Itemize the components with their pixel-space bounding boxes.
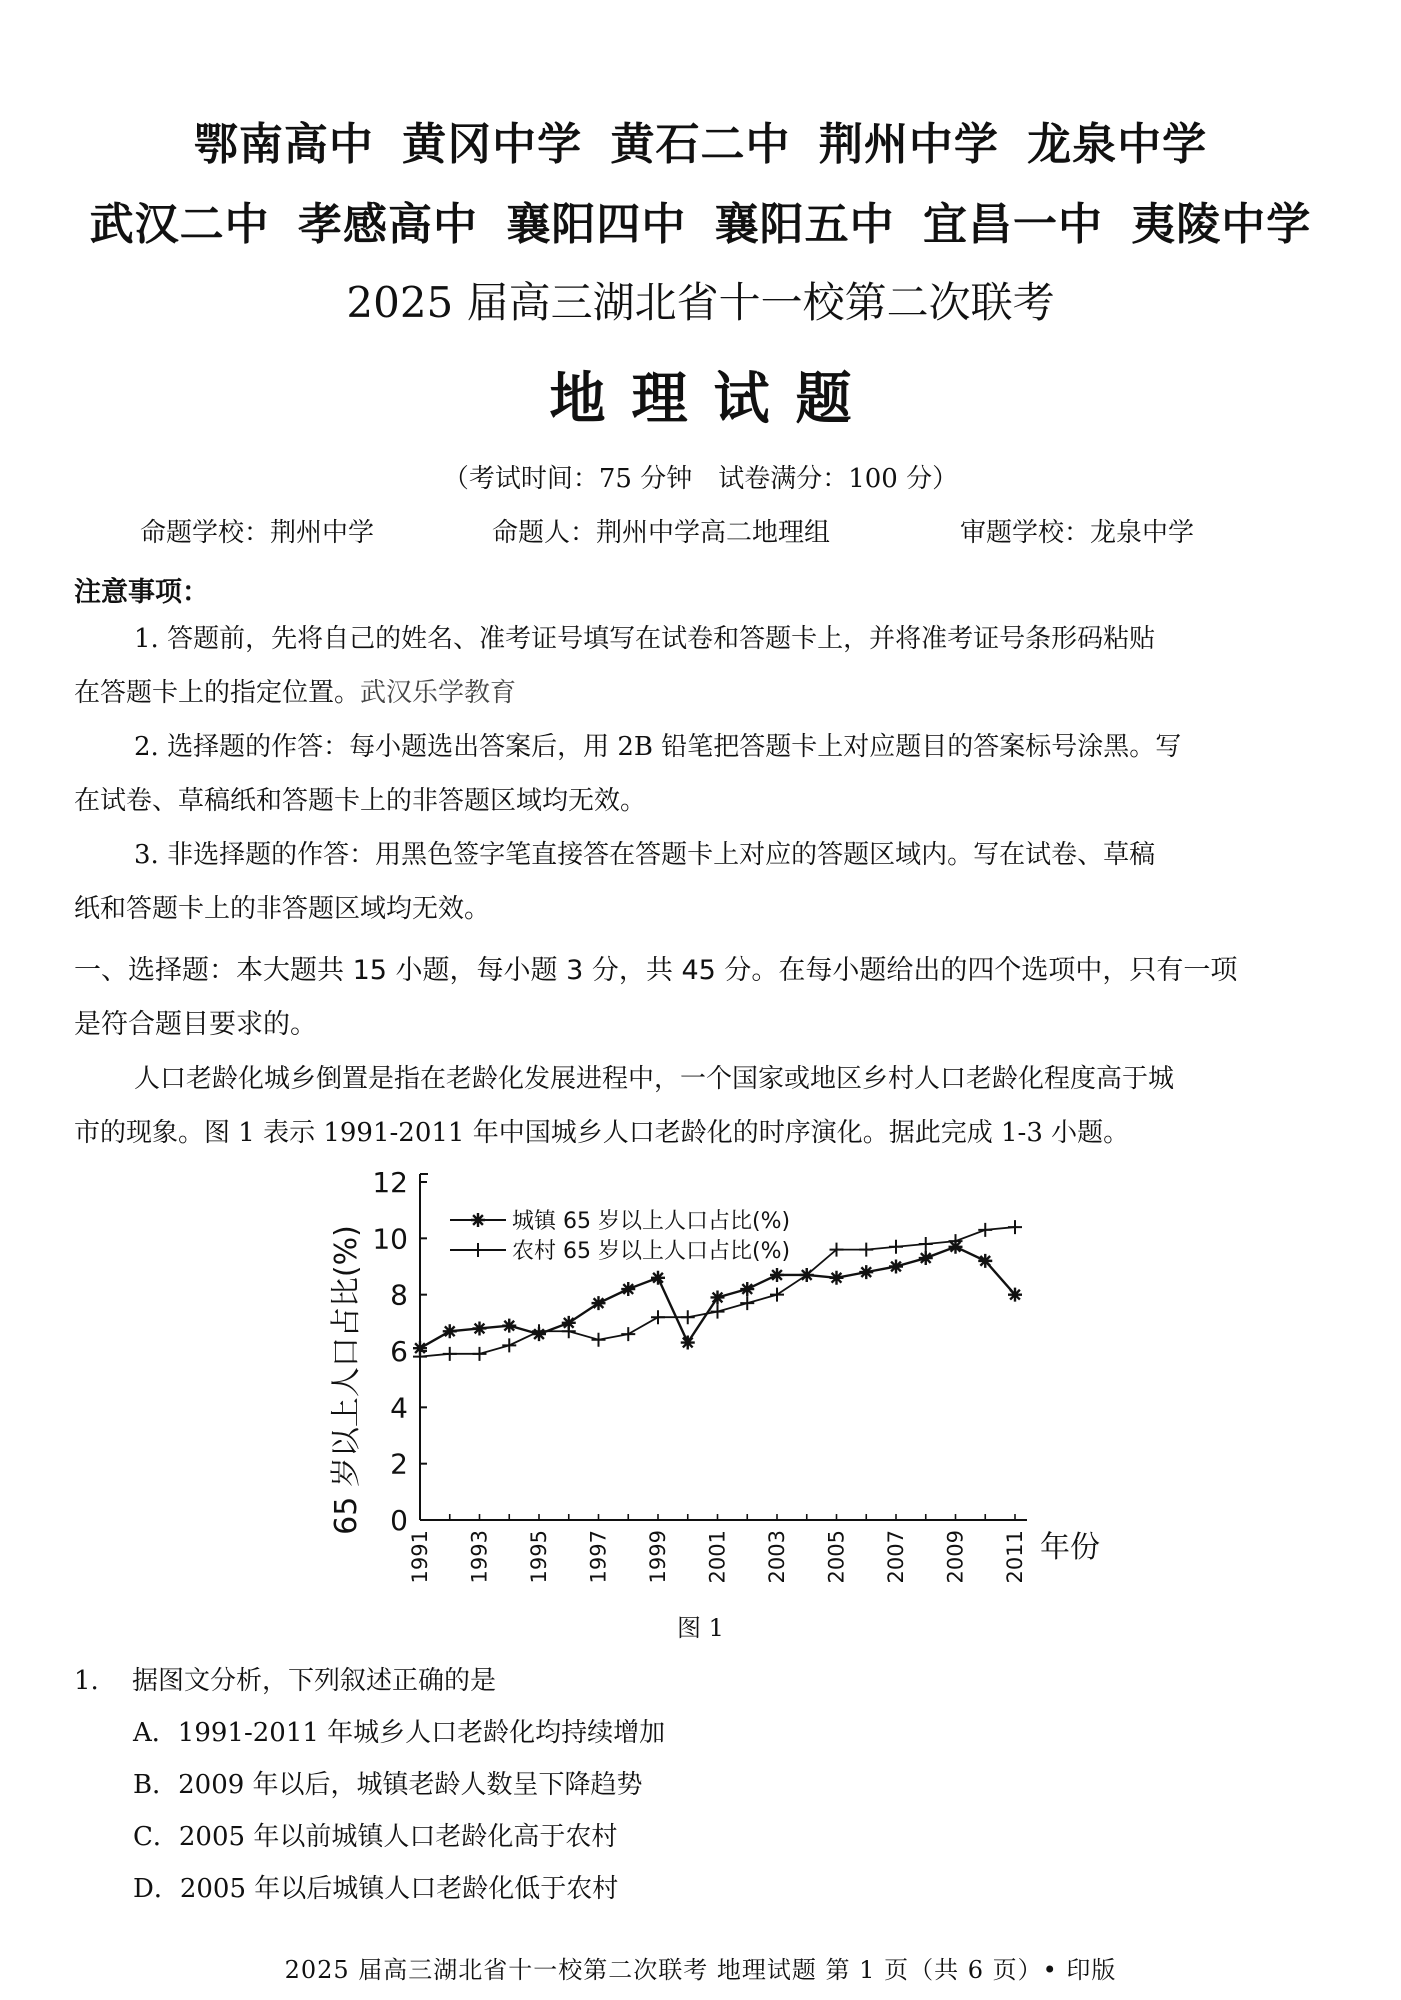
- school-name: 孝感高中: [298, 199, 478, 250]
- figure-caption: 图 1: [677, 1614, 724, 1642]
- data-point-asterisk: [711, 1290, 725, 1304]
- y-tick-label: 8: [390, 1278, 408, 1312]
- data-point-plus: [1008, 1220, 1022, 1234]
- school-name: 武汉二中: [89, 199, 270, 250]
- notice-text: 在答题卡上的指定位置。: [74, 678, 361, 708]
- schools-line-1: [0, 108, 1401, 172]
- notice-item-1: [74, 612, 1324, 720]
- y-tick-label: 4: [390, 1391, 408, 1425]
- x-tick-label: 2011: [1003, 1530, 1027, 1584]
- exam-title: 2025 届高三湖北省十一校第二次联考: [346, 278, 1055, 327]
- y-tick-label: 12: [372, 1166, 408, 1199]
- notice-item-2: [74, 720, 1324, 828]
- school-name: 黄石二中: [610, 119, 791, 170]
- notice-text: 纸和答题卡上的非答题区域均无效。: [74, 894, 491, 924]
- notice-text: 在试卷、草稿纸和答题卡上的非答题区域均无效。: [74, 786, 647, 816]
- watermark-text: 武汉乐学教育: [360, 678, 517, 708]
- notice-title: 注意事项：: [74, 577, 209, 608]
- subject-title: 地理试题: [549, 367, 878, 432]
- notice-item-3: [74, 828, 1324, 936]
- y-axis-label: 65 岁以上人口占比(%): [329, 1225, 364, 1535]
- data-point-asterisk: [621, 1282, 635, 1296]
- data-point-asterisk: [770, 1268, 784, 1282]
- school-name: 襄阳四中: [506, 199, 687, 250]
- proposer-school: 命题学校：荆州中学: [140, 518, 375, 548]
- data-point-asterisk: [473, 1321, 487, 1335]
- option-a[interactable]: A．1991-2011 年城乡人口老龄化均持续增加: [133, 1718, 666, 1748]
- x-tick-label: 1995: [527, 1530, 551, 1584]
- schools-line-2: [0, 188, 1401, 252]
- school-name: 鄂南高中: [193, 119, 374, 170]
- section-1-title: [74, 944, 1324, 1052]
- data-point-asterisk: [740, 1282, 754, 1296]
- question-stem: 据图文分析，下列叙述正确的是: [132, 1666, 497, 1696]
- legend-label: 城镇 65 岁以上人口占比(%): [512, 1209, 791, 1234]
- school-name: 黄冈中学: [402, 119, 583, 170]
- x-tick-label: 1999: [646, 1530, 670, 1584]
- y-tick-label: 6: [390, 1335, 408, 1368]
- data-point-plus: [502, 1338, 516, 1352]
- data-point-plus: [889, 1240, 903, 1254]
- school-name: 龙泉中学: [1027, 119, 1208, 170]
- x-tick-label: 1993: [467, 1530, 492, 1584]
- data-point-plus: [978, 1223, 992, 1237]
- legend-label: 农村 65 岁以上人口占比(%): [512, 1239, 791, 1264]
- data-point-plus: [740, 1296, 754, 1310]
- page-footer: 2025 届高三湖北省十一校第二次联考 地理试题 第 1 页（共 6 页）• 印版: [284, 1956, 1117, 1984]
- section-title-line: 是符合题目要求的。: [74, 1009, 317, 1040]
- option-c[interactable]: C．2005 年以前城镇人口老龄化高于农村: [133, 1822, 618, 1852]
- section-title-line: 一、选择题：本大题共 15 小题，每小题 3 分，共 45 分。在每小题给出的四个选项中，只有一项: [74, 955, 1238, 986]
- x-axis-label: 年份: [1040, 1530, 1100, 1565]
- y-tick-label: 10: [372, 1222, 408, 1256]
- data-point-plus: [471, 1243, 485, 1257]
- notice-text: 1. 答题前，先将自己的姓名、准考证号填写在试卷和答题卡上，并将准考证号条形码粘贴: [134, 624, 1156, 654]
- data-point-plus: [651, 1310, 665, 1324]
- notice-text: 2. 选择题的作答：每小题选出答案后，用 2B 铅笔把答题卡上对应题目的答案标号涂黑。写: [134, 732, 1182, 762]
- data-point-asterisk: [889, 1260, 903, 1274]
- question-1: [74, 1660, 496, 1697]
- data-point-asterisk: [471, 1213, 485, 1227]
- school-name: 襄阳五中: [714, 199, 895, 250]
- option-b[interactable]: B．2009 年以后，城镇老龄人数呈下降趋势: [133, 1770, 643, 1800]
- y-tick-label: 0: [390, 1504, 408, 1537]
- data-point-plus: [859, 1243, 873, 1257]
- data-point-asterisk: [681, 1336, 695, 1350]
- school-name: 宜昌一中: [922, 199, 1103, 250]
- data-point-plus: [681, 1310, 695, 1324]
- reviewer-school: 审题学校：龙泉中学: [960, 518, 1195, 548]
- aging-line-chart: [320, 1160, 1120, 1600]
- proposer: 命题人：荆州中学高二地理组: [492, 518, 831, 548]
- data-point-plus: [770, 1288, 784, 1302]
- x-tick-label: 2003: [765, 1530, 789, 1584]
- question-number: 1.: [74, 1666, 99, 1696]
- x-tick-label: 1997: [586, 1530, 611, 1584]
- intro-text: 人口老龄化城乡倒置是指在老龄化发展进程中，一个国家或地区乡村人口老龄化程度高于城: [134, 1064, 1175, 1094]
- school-name: 荆州中学: [818, 119, 999, 170]
- question-intro: [74, 1052, 1324, 1160]
- y-tick-label: 2: [390, 1447, 408, 1481]
- data-point-plus: [621, 1327, 635, 1341]
- data-point-plus: [919, 1237, 933, 1251]
- data-point-plus: [473, 1347, 487, 1361]
- school-name: 夷陵中学: [1131, 199, 1312, 250]
- data-point-plus: [443, 1347, 457, 1361]
- notice-text: 3. 非选择题的作答：用黑色签字笔直接答在答题卡上对应的答题区域内。写在试卷、草稿: [134, 840, 1156, 870]
- data-point-plus: [532, 1324, 546, 1338]
- x-tick-label: 2005: [824, 1530, 849, 1584]
- x-tick-label: 1991: [408, 1530, 432, 1584]
- data-point-asterisk: [919, 1251, 933, 1265]
- data-point-asterisk: [651, 1271, 665, 1285]
- x-tick-label: 2007: [884, 1530, 908, 1584]
- data-point-asterisk: [830, 1271, 844, 1285]
- data-point-asterisk: [443, 1324, 457, 1338]
- option-d[interactable]: D．2005 年以后城镇人口老龄化低于农村: [133, 1874, 619, 1904]
- x-tick-label: 2009: [943, 1530, 968, 1584]
- data-point-asterisk: [502, 1319, 516, 1333]
- data-point-plus: [592, 1333, 606, 1347]
- x-tick-label: 2001: [705, 1530, 730, 1584]
- exam-time: （考试时间：75 分钟 试卷满分：100 分）: [442, 464, 959, 494]
- data-point-asterisk: [859, 1265, 873, 1279]
- data-point-asterisk: [592, 1296, 606, 1310]
- intro-text: 市的现象。图 1 表示 1991-2011 年中国城乡人口老龄化的时序演化。据此完成 1-3 小题。: [74, 1118, 1130, 1148]
